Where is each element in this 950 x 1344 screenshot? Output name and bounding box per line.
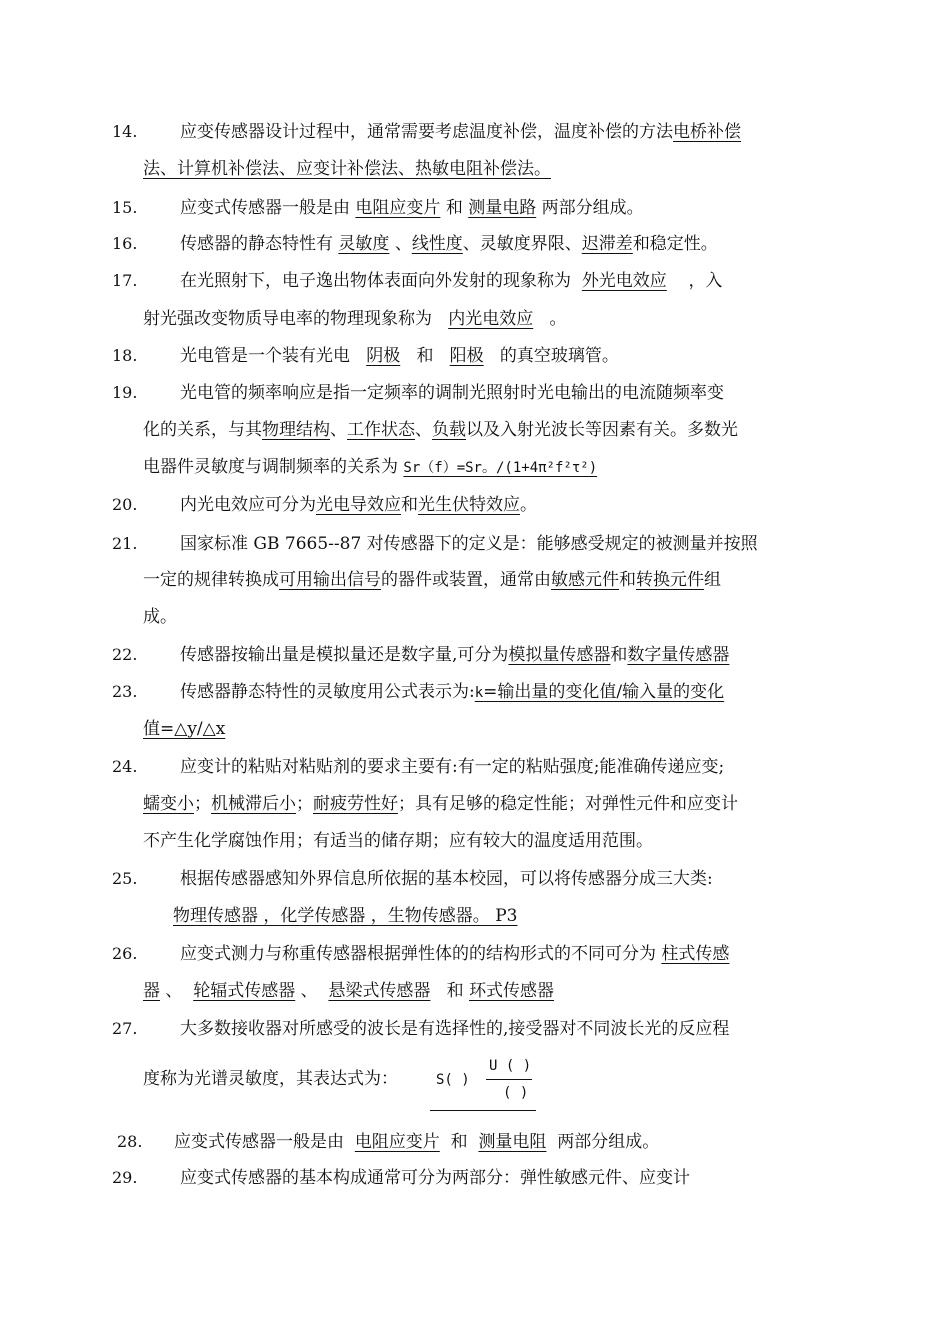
question-text: 度称为光谱灵敏度，其表达式为：: [143, 1069, 398, 1089]
question-text: 国家标准 GB 7665--87 对传感器下的定义是：能够感受规定的被测量并按照: [180, 534, 758, 554]
item-number: 28.: [117, 1132, 143, 1151]
question-text: 不产生化学腐蚀作用；有适当的储存期；应有较大的温度适用范围。: [143, 831, 653, 851]
question-text: 组: [704, 570, 721, 590]
answer-blank: 器: [143, 981, 160, 1001]
answer-blank: =输出量的变化值/输入量的变化: [483, 682, 725, 702]
fraction-bar: [486, 1079, 532, 1080]
question-text: 光电管的频率响应是指一定频率的调制光照射时光电输出的电流随频率变: [180, 383, 724, 403]
question-text: 、灵敏度界限、: [462, 234, 582, 254]
answer-blank: 光生伏特效应: [418, 495, 520, 515]
item-number: 15.: [112, 198, 138, 217]
answer-blank: 柱式传感: [661, 944, 730, 964]
answer-blank: 机械滞后小: [211, 794, 296, 814]
question-text: 的器件或装置，通常由: [381, 570, 551, 590]
question-text: 的真空玻璃管。: [499, 346, 619, 366]
item-number: 24.: [112, 757, 138, 776]
item-number: 18.: [112, 346, 138, 365]
question-text: 传感器按输出量是模拟量还是数字量,可分为: [180, 645, 509, 665]
question-text: 和: [416, 346, 434, 366]
question-text: 在光照射下，电子逸出物体表面向外发射的现象称为: [180, 271, 571, 291]
answer-blank: 数字量传感器: [627, 645, 730, 665]
question-text: 电器件灵敏度与调制频率的关系为: [143, 457, 398, 477]
answer-blank: 环式传感器: [469, 981, 555, 1001]
question-text: 和: [610, 645, 628, 665]
question-text: 应变式传感器一般是由: [174, 1132, 344, 1152]
question-text: 和: [446, 981, 464, 1001]
formula-denominator: ( ): [503, 1085, 529, 1101]
question-text: 、: [415, 420, 432, 440]
answer-blank: 工作状态: [347, 420, 415, 440]
item-number: 25.: [112, 869, 138, 888]
question-text: 、: [165, 981, 183, 1001]
answer-blank: 阴极: [366, 346, 401, 366]
question-text: 和稳定性。: [632, 234, 718, 254]
question-text: 化的关系，与其: [143, 420, 262, 440]
question-text: 和: [401, 495, 418, 515]
question-text: 和: [445, 198, 463, 218]
question-text: 、: [330, 420, 347, 440]
question-text: ，入: [688, 271, 723, 291]
answer-blank: 物理传感器 ，化学传感器 ，生物传感器。 P3: [173, 906, 518, 926]
formula-underline: [430, 1110, 536, 1111]
item-number: 16.: [112, 234, 138, 253]
answer-blank: 外光电效应: [581, 271, 667, 291]
answer-blank: 电阻应变片: [354, 1132, 440, 1152]
question-text: 大多数接收器对所感受的波长是有选择性的,接受器对不同波长光的反应程: [180, 1019, 730, 1039]
answer-blank: 灵敏度: [338, 234, 390, 254]
question-text: 以及入射光波长等因素有关。多数光: [466, 420, 738, 440]
answer-blank: 模拟量传感器: [508, 645, 611, 665]
question-text: ；具有足够的稳定性能；对弹性元件和应变计: [398, 794, 738, 814]
question-text: 成。: [143, 607, 177, 627]
question-text: 和: [619, 570, 636, 590]
answer-blank: 阳极: [449, 346, 484, 366]
question-text: ；: [296, 794, 313, 814]
answer-blank: 蠕变小: [143, 794, 194, 814]
answer-blank: 负载: [432, 420, 466, 440]
question-text: 应变传感器设计过程中，通常需要考虑温度补偿，温度补偿的方法: [180, 122, 673, 142]
answer-blank: 物理结构: [262, 420, 330, 440]
answer-blank: 测量电路: [468, 198, 537, 218]
question-text: 应变式传感器的基本构成通常可分为两部分：弹性敏感元件、应变计: [180, 1168, 690, 1188]
item-number: 20.: [112, 495, 138, 514]
item-number: 26.: [112, 944, 138, 963]
answer-blank: 轮辐式传感器: [193, 981, 296, 1001]
question-text: 、: [394, 234, 412, 254]
question-text: 两部分组成。: [557, 1132, 660, 1152]
question-text: 和: [450, 1132, 468, 1152]
question-text: 应变式测力与称重传感器根据弹性体的的结构形式的不同可分为: [180, 944, 656, 964]
question-text: 光电管是一个装有光电: [180, 346, 350, 366]
formula-numerator: U ( ): [489, 1058, 532, 1074]
item-number: 27.: [112, 1019, 138, 1038]
question-text: 根据传感器感知外界信息所依据的基本校园，可以将传感器分成三大类:: [180, 869, 713, 889]
item-number: 21.: [112, 534, 138, 553]
question-text: 射光强改变物质导电率的物理现象称为: [143, 309, 432, 329]
item-number: 19.: [112, 383, 138, 402]
answer-blank: 迟滞差: [581, 234, 633, 254]
question-text: 两部分组成。: [541, 198, 644, 218]
answer-blank: 电阻应变片: [355, 198, 441, 218]
formula-lhs: S( ): [436, 1072, 470, 1088]
answer-blank: k: [474, 685, 484, 701]
answer-blank: 线性度: [411, 234, 463, 254]
question-text: ；: [194, 794, 211, 814]
answer-blank: 内光电效应: [448, 309, 534, 329]
question-text: 。: [549, 309, 567, 329]
formula-answer: Sr（f）=Sr。/(1+4π²f²τ²): [403, 460, 598, 476]
answer-blank: 悬梁式传感器: [328, 981, 431, 1001]
answer-blank: 值=△y/△x: [143, 719, 226, 739]
answer-blank: 测量电阻: [478, 1132, 547, 1152]
question-text: 应变计的粘贴对粘贴剂的要求主要有:有一定的粘贴强度;能准确传递应变;: [180, 757, 725, 777]
question-text: 、: [300, 981, 318, 1001]
answer-blank: 光电导效应: [316, 495, 401, 515]
item-number: 17.: [112, 271, 138, 290]
question-text: 内光电效应可分为: [180, 495, 316, 515]
question-text: 传感器的静态特性有: [180, 234, 333, 254]
item-number: 29.: [112, 1168, 138, 1187]
answer-blank: 耐疲劳性好: [313, 794, 398, 814]
question-text: 。: [520, 495, 537, 515]
answer-blank: 法、计算机补偿法、应变计补偿法、热敏电阻补偿法。: [143, 159, 551, 179]
question-text: 传感器静态特性的灵敏度用公式表示为:: [180, 682, 475, 702]
item-number: 14.: [112, 122, 138, 141]
answer-blank: 电桥补偿: [673, 122, 741, 142]
item-number: 22.: [112, 645, 138, 664]
answer-blank: 转换元件: [636, 570, 704, 590]
item-number: 23.: [112, 682, 138, 701]
answer-blank: 可用输出信号: [279, 570, 381, 590]
question-text: 一定的规律转换成: [143, 570, 279, 590]
answer-blank: 敏感元件: [551, 570, 619, 590]
question-text: 应变式传感器一般是由: [180, 198, 350, 218]
